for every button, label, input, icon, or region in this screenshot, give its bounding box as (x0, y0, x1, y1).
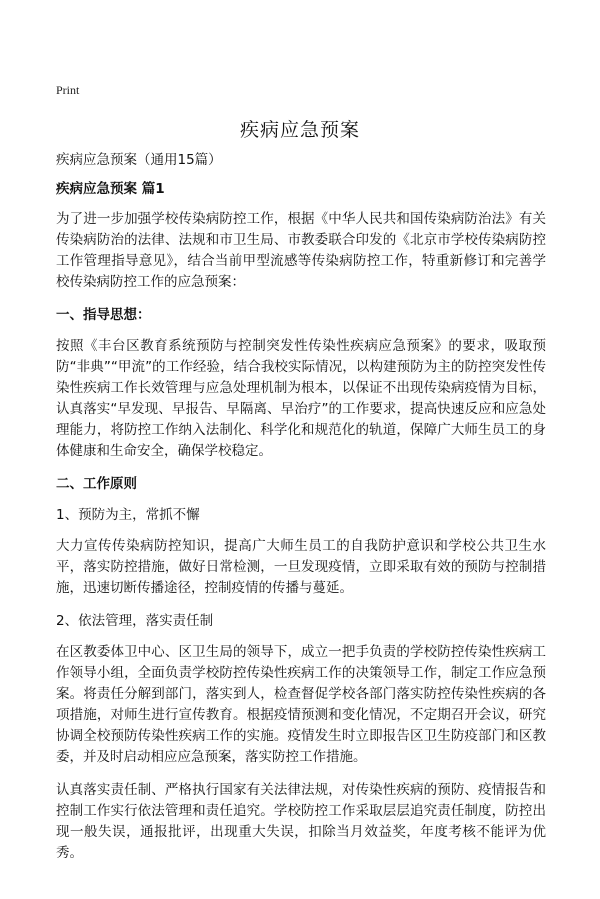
item-heading-prevention: 1、预防为主，常抓不懈 (56, 507, 200, 523)
part-heading: 疾病应急预案 篇1 (56, 181, 165, 197)
prevention-paragraph: 大力宣传传染病防控知识，提高广大师生员工的自我防护意识和学校公共卫生水平，落实防控措施，做好日常检测，一旦发现疫情，立即采取有效的预防与控制措施，迅速切断传播途径，控制疫情的传播与蔓延。 (56, 538, 546, 596)
document-subtitle: 疾病应急预案（通用15篇） (56, 152, 222, 168)
document-body (56, 150, 546, 876)
print-label: Print (56, 83, 80, 97)
accountability-paragraph: 认真落实责任制、严格执行国家有关法律法规，对传染性疾病的预防、疫情报告和控制工作实行依法管理和责任追究。学校防控工作采取层层追究责任制度，防控出现一般失误，通报批评，出现重大失误，扣除当月效益奖，年度考核不能评为优秀。 (56, 782, 546, 861)
intro-paragraph: 为了进一步加强学校传染病防控工作，根据《中华人民共和国传染病防治法》有关传染病防治的法律、法规和市卫生局、市教委联合印发的《北京市学校传染病防控工作管理指导意见》，结合当前甲型流感等传染病防控工作，特重新修订和完善学校传染病防控工作的应急预案： (56, 211, 546, 290)
item-heading-responsibility: 2、依法管理，落实责任制 (56, 613, 214, 629)
document-title: 疾病应急预案 (239, 119, 360, 141)
section-heading-guiding: 一、指导思想： (56, 307, 151, 323)
section-heading-principles: 二、工作原则 (56, 476, 137, 492)
guiding-paragraph: 按照《丰台区教育系统预防与控制突发性传染性疾病应急预案》的要求，吸取预防“非典”“甲流”的工作经验，结合我校实际情况，以构建预防为主的防控突发性传染性疾病工作长效管理与应急处理机制为根本，以保证不出现传染病疫情为目标，认真落实“早发现、早报告、早隔离、早治疗”的工作要求，提高快速反应和应急处理能力，将防控工作纳入法制化、科学化和规范化的轨道，保障广大师生员工的身体健康和生命安全，确保学校稳定。 (56, 338, 546, 459)
leadership-paragraph: 在区教委体卫中心、区卫生局的领导下，成立一把手负责的学校防控传染性疾病工作领导小组，全面负责学校防控传染性疾病工作的决策领导工作，制定工作应急预案。将责任分解到部门，落实到人，检查督促学校各部门落实防控传染性疾病的各项措施，对师生进行宣传教育。根据疫情预测和变化情况，不定期召开会议，研究协调全校预防传染性疾病工作的实施。疫情发生时立即报告区卫生防疫部门和区教委，并及时启动相应应急预案，落实防控工作措施。 (56, 644, 546, 765)
